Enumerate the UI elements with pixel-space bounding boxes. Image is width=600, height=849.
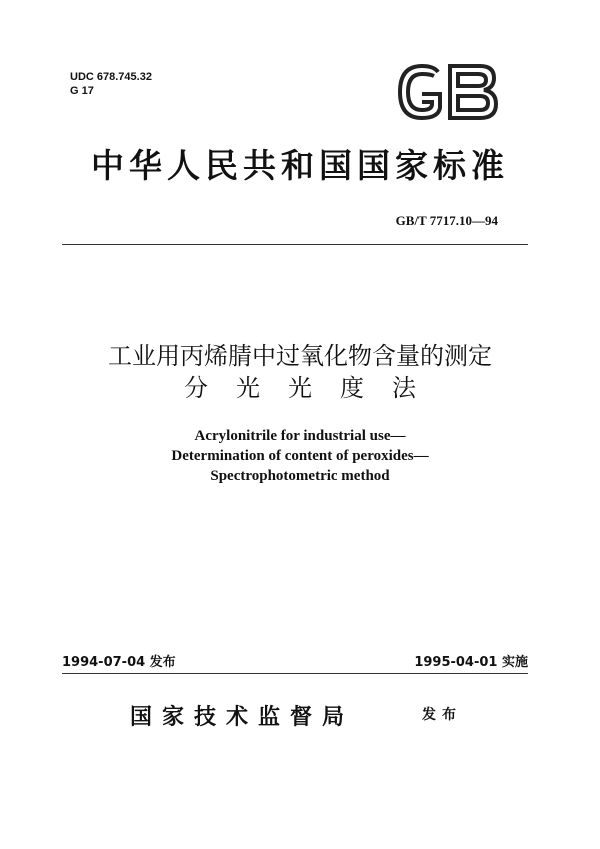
udc-code: UDC 678.745.32 <box>70 71 152 83</box>
ccs-code: G 17 <box>70 85 94 97</box>
issue-date: 1994-07-04 发布 <box>62 655 176 670</box>
issuing-bureau: 国家技术监督局 <box>130 705 355 730</box>
english-title-line-3: Spectrophotometric method <box>210 468 390 484</box>
header-divider <box>62 244 528 245</box>
issuing-bureau-suffix: 发布 <box>422 707 462 723</box>
implementation-date: 1995-04-01 实施 <box>414 655 528 670</box>
standard-number: GB/T 7717.10—94 <box>395 213 498 228</box>
classification-block <box>70 70 152 98</box>
english-title <box>40 426 560 486</box>
gb-logo-icon <box>394 62 500 122</box>
english-title-line-1: Acrylonitrile for industrial use— <box>194 428 406 444</box>
english-title-line-2: Determination of content of peroxides— <box>171 448 429 464</box>
national-standard-title: 中华人民共和国国家标准 <box>91 146 509 185</box>
chinese-title <box>40 340 560 404</box>
chinese-title-line-2: 分光光度法 <box>184 374 444 402</box>
chinese-title-line-1: 工业用丙烯腈中过氧化物含量的测定 <box>108 342 492 370</box>
footer-divider <box>62 673 528 674</box>
